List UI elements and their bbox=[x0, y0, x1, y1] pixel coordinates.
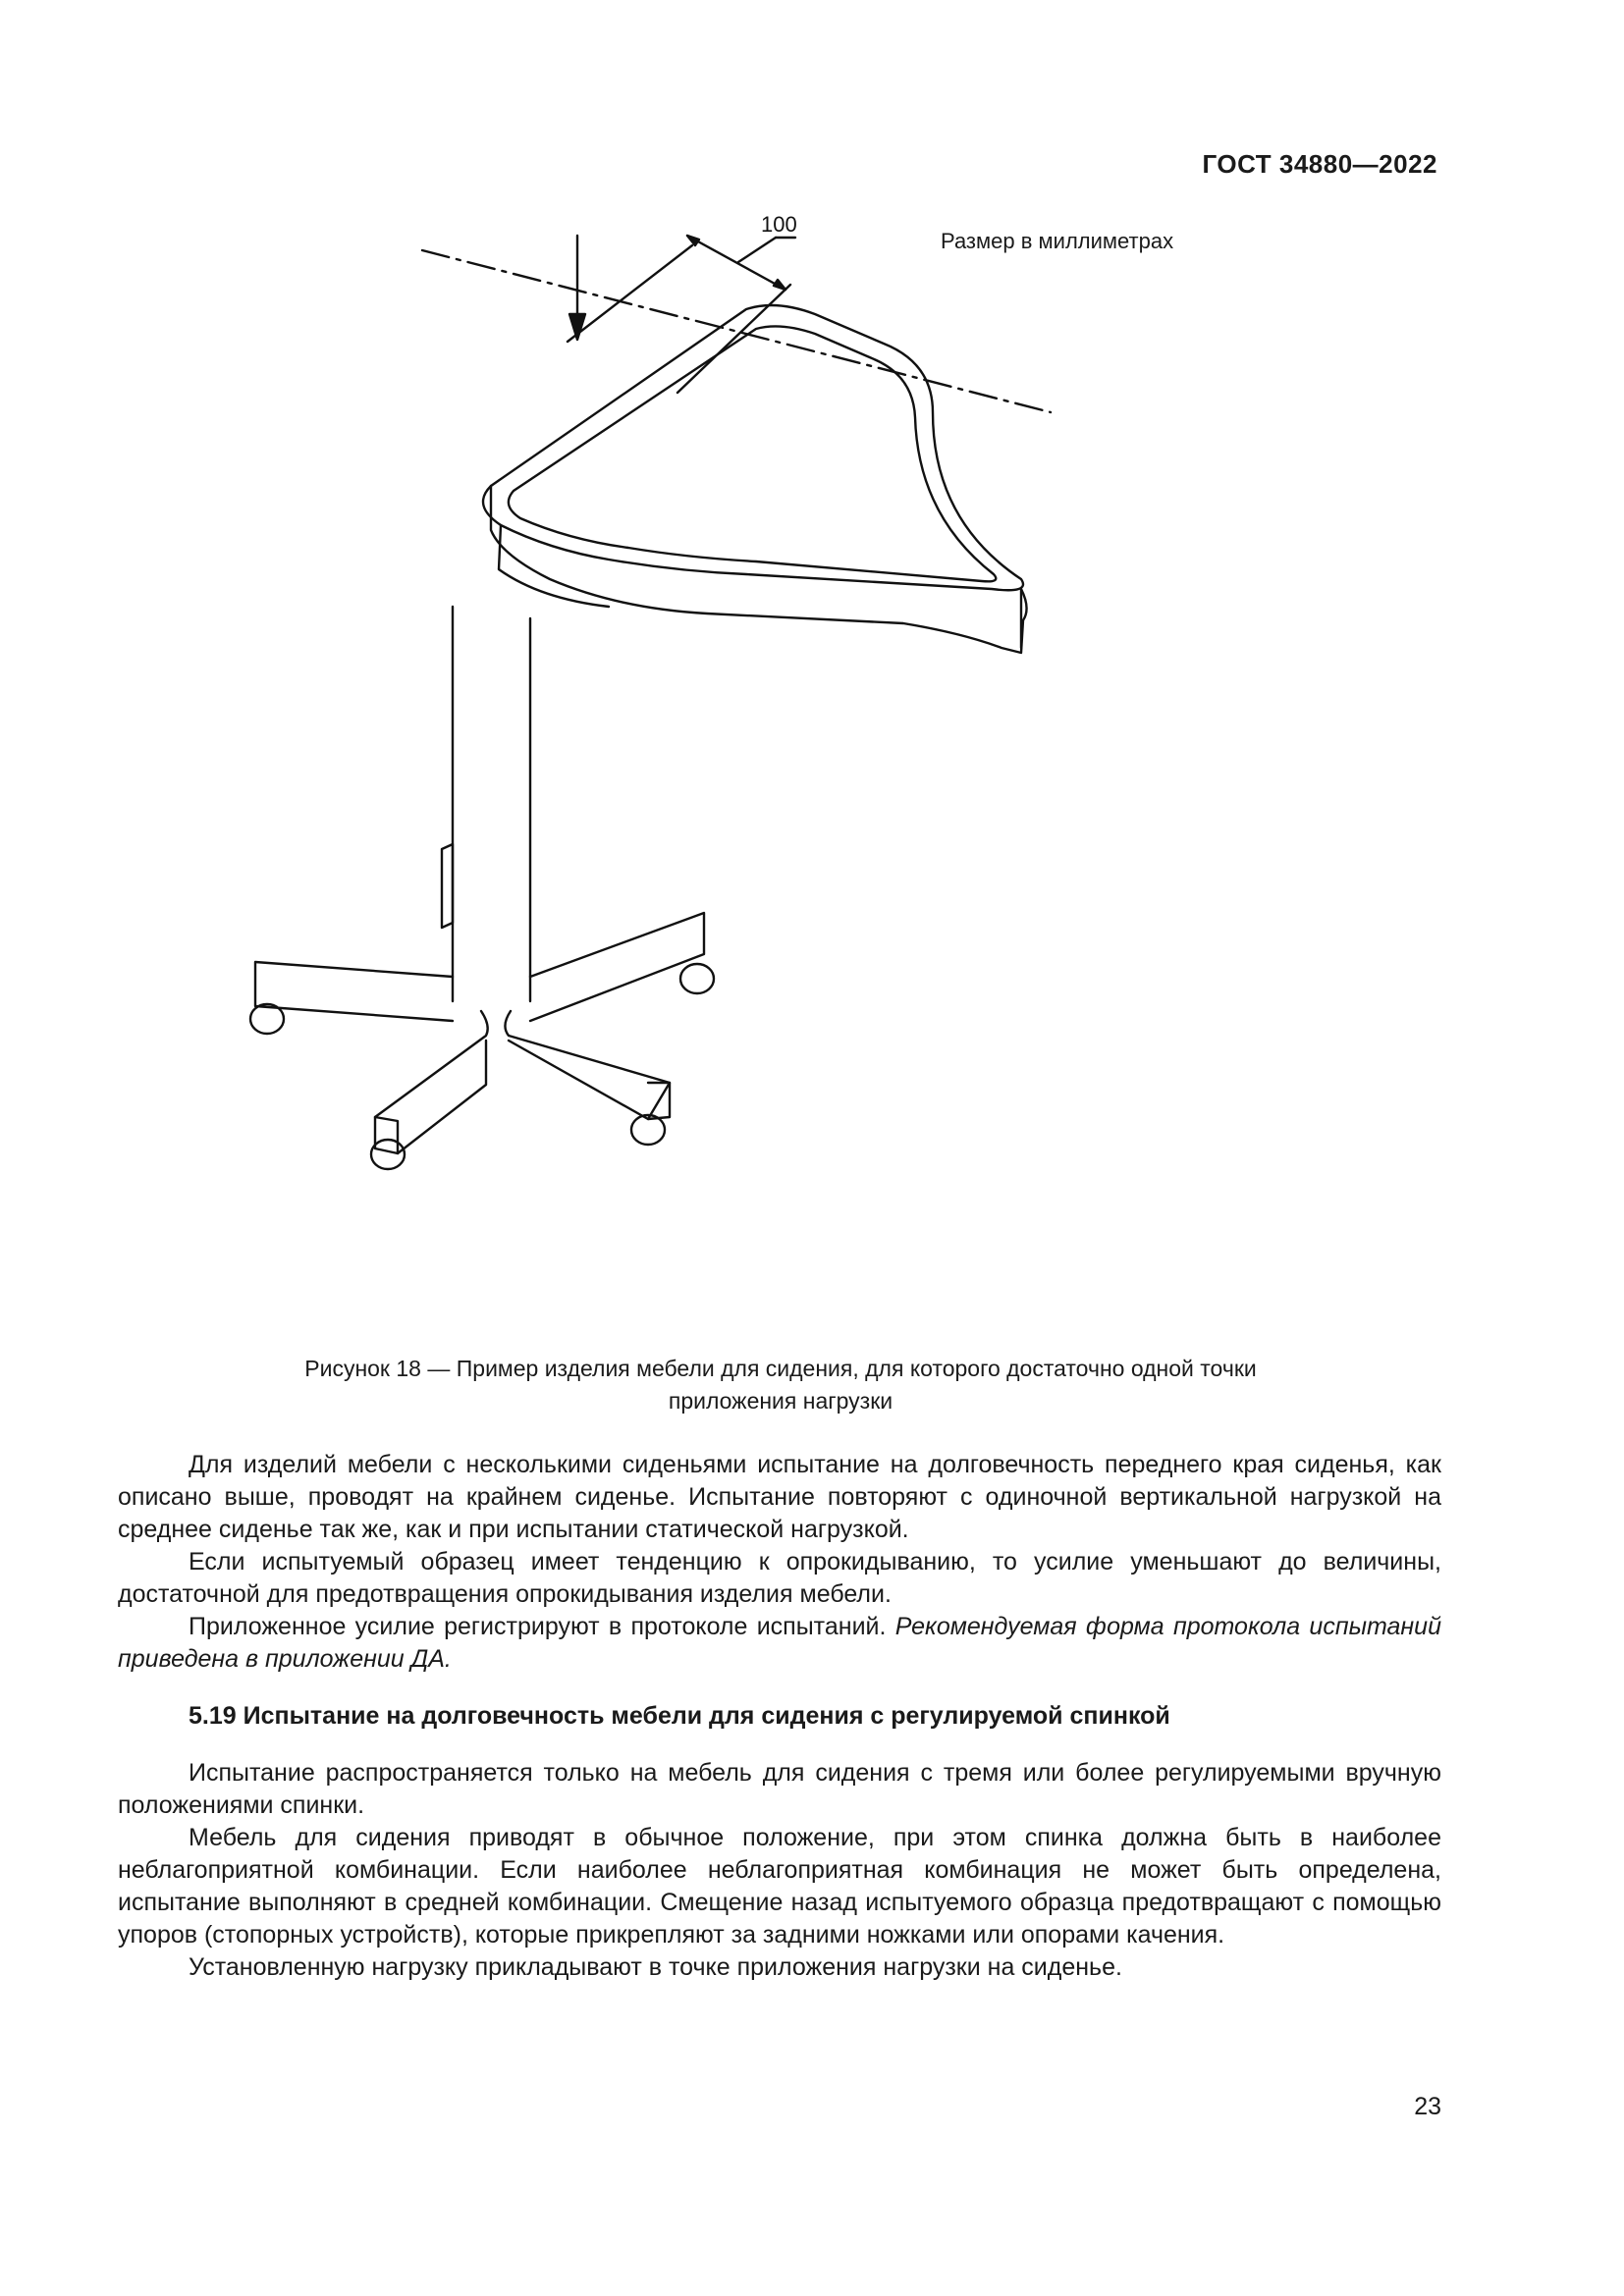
caster-back-right bbox=[680, 964, 714, 993]
units-note: Размер в миллиметрах bbox=[941, 229, 1174, 253]
caster-front-left bbox=[371, 1140, 405, 1169]
section2-text bbox=[118, 1757, 1441, 1984]
paragraph bbox=[118, 1611, 1441, 1676]
lever bbox=[442, 844, 453, 928]
paragraph: Установленную нагрузку прикладывают в точке приложения нагрузки на сиденье. bbox=[189, 1953, 1122, 1981]
page-number: 23 bbox=[1414, 2093, 1441, 2120]
leg-front-right bbox=[505, 1011, 670, 1119]
paragraph: Испытание распространяется только на мебель для сидения с тремя или более регулируемыми вручную положениями спинки. bbox=[118, 1759, 1441, 1819]
figure-caption bbox=[118, 1353, 1443, 1417]
dimension-label: 100 bbox=[761, 212, 797, 237]
caption-line-2: приложения нагрузки bbox=[668, 1388, 893, 1414]
dimension-line bbox=[687, 236, 785, 290]
load-arrow-head bbox=[569, 314, 585, 340]
paragraph-text: Приложенное усилие регистрируют в протоколе испытаний. bbox=[189, 1613, 895, 1640]
paragraph-italic-text: Рекомендуемая форма протокола испытаний приведена в приложении ДА. bbox=[118, 1613, 1441, 1673]
leg-back-right bbox=[530, 913, 704, 1021]
section-heading: 5.19 Испытание на долговечность мебели для сидения с регулируемой спинкой bbox=[189, 1702, 1170, 1730]
dimension-leader bbox=[738, 238, 776, 262]
dimension-arrow-1 bbox=[687, 236, 699, 245]
caster-left bbox=[250, 1004, 284, 1034]
leg-left bbox=[255, 962, 453, 1021]
paragraph: Для изделий мебели с несколькими сиденьями испытание на долговечность переднего края сиденья, как описано выше, проводят на крайнем сиденье. Испытание повторяют с одиночной вертикальной нагрузкой на среднее сиденье так же, как и при испытании статической нагрузкой. bbox=[118, 1451, 1441, 1543]
dimension-arrow-2 bbox=[774, 280, 785, 290]
caption-line-1: Рисунок 18 — Пример изделия мебели для сидения, для которого достаточно одной точки bbox=[304, 1356, 1257, 1381]
paragraph: Мебель для сидения приводят в обычное положение, при этом спинка должна быть в наиболее неблагоприятной комбинации. Если наиболее неблагоприятная комбинация не может быть определена, испытание выполняют в средней комбинации. Смещение назад испытуемого образца предотвращают с помощью упоров (стопорных устройств), которые прикрепляют за задними ножками или опорами качения. bbox=[118, 1824, 1441, 1949]
seat-top bbox=[483, 305, 1023, 590]
section1-text bbox=[118, 1449, 1441, 1676]
leg-front-left bbox=[375, 1011, 488, 1153]
paragraph: Если испытуемый образец имеет тенденцию к опрокидыванию, то усилие уменьшают до величины, достаточной для предотвращения опрокидывания изделия мебели. bbox=[118, 1548, 1441, 1608]
document-header: ГОСТ 34880—2022 bbox=[1202, 149, 1437, 179]
